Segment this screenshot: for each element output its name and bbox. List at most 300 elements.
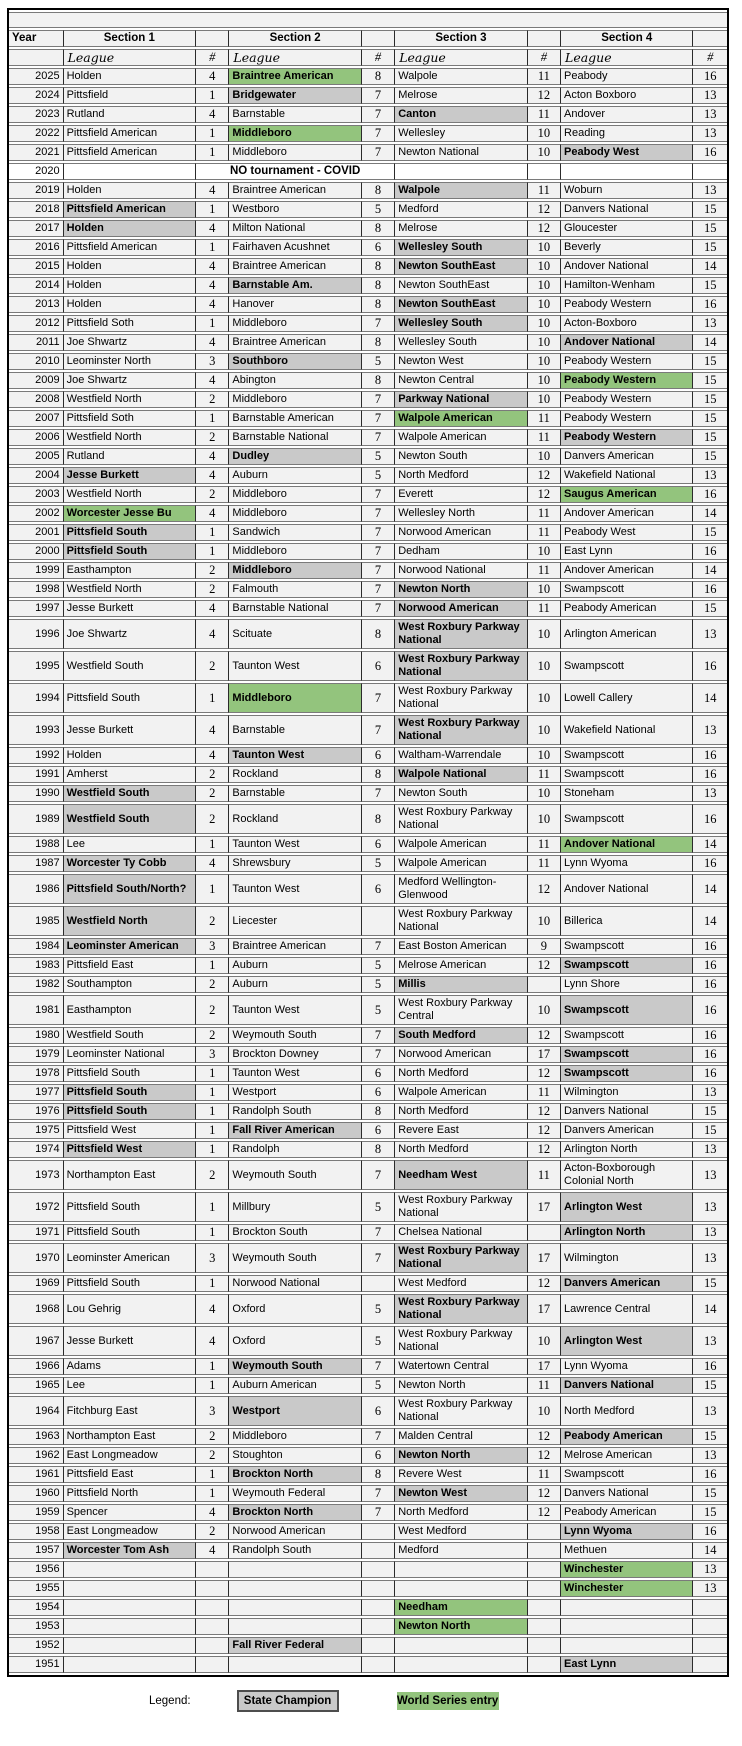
league-cell: Wakefield National (561, 715, 693, 745)
count-cell: 7 (362, 144, 395, 161)
count-cell: 11 (528, 600, 561, 617)
count-cell: 14 (693, 562, 727, 579)
count-cell: 8 (362, 182, 395, 199)
count-cell: 16 (693, 938, 727, 955)
year-cell: 1995 (9, 651, 64, 681)
league-cell: Rutland (64, 448, 196, 465)
league-cell: Woburn (561, 182, 693, 199)
league-cell: Arlington West (561, 1326, 693, 1356)
count-cell: 3 (196, 938, 229, 955)
league-cell: Beverly (561, 239, 693, 256)
table-row (9, 353, 727, 370)
league-cell: Brockton South (229, 1224, 361, 1241)
table-row (9, 855, 727, 872)
count-cell: 1 (196, 957, 229, 974)
year-cell: 2005 (9, 448, 64, 465)
count-cell: 6 (362, 836, 395, 853)
league-cell: Holden (64, 68, 196, 85)
league-cell (229, 1561, 361, 1578)
count-cell (693, 1637, 727, 1654)
league-cell: Walpole American (395, 410, 527, 427)
count-cell: 11 (528, 1160, 561, 1190)
league-cell: Middleboro (229, 391, 361, 408)
league-cell: Acton-Boxboro (561, 315, 693, 332)
count-cell (196, 1656, 229, 1673)
league-cell: Taunton West (229, 874, 361, 904)
year-cell: 1968 (9, 1294, 64, 1324)
league-cell: Holden (64, 296, 196, 313)
league-cell: Billerica (561, 906, 693, 936)
count-cell: 10 (528, 785, 561, 802)
league-cell: Wellesley (395, 125, 527, 142)
count-cell: 13 (693, 1561, 727, 1578)
table-row (9, 562, 727, 579)
count-cell: 4 (196, 1504, 229, 1521)
year-cell: 1983 (9, 957, 64, 974)
table-row (9, 1046, 727, 1063)
year-cell: 1955 (9, 1580, 64, 1597)
count-cell: 16 (693, 995, 727, 1025)
count-cell: 7 (362, 1046, 395, 1063)
count-cell: 16 (693, 144, 727, 161)
table-row (9, 1447, 727, 1464)
count-cell (693, 1618, 727, 1635)
count-cell: 8 (362, 277, 395, 294)
count-cell: 10 (528, 296, 561, 313)
count-cell: 7 (362, 543, 395, 560)
count-cell: 14 (693, 505, 727, 522)
league-cell: West Roxbury Parkway National (395, 715, 527, 745)
count-cell: 7 (362, 125, 395, 142)
table-row (9, 1160, 727, 1190)
count-cell: 7 (362, 429, 395, 446)
league-cell: Westport (229, 1084, 361, 1101)
league-cell: Andover National (561, 334, 693, 351)
count-cell: 12 (528, 1428, 561, 1445)
league-cell (395, 163, 527, 180)
league-cell: Medford Wellington-Glenwood (395, 874, 527, 904)
count-cell: 10 (528, 144, 561, 161)
league-cell: Melrose American (395, 957, 527, 974)
league-cell: Newton South (395, 785, 527, 802)
count-cell: 15 (693, 1377, 727, 1394)
table-row (9, 144, 727, 161)
count-cell: 7 (362, 1504, 395, 1521)
league-cell: Acton Boxboro (561, 87, 693, 104)
count-cell: 13 (693, 1243, 727, 1273)
table-row (9, 1275, 727, 1292)
league-cell (395, 1580, 527, 1597)
table-row (9, 836, 727, 853)
count-cell: 6 (362, 1122, 395, 1139)
count-cell: 16 (693, 957, 727, 974)
league-cell: Holden (64, 277, 196, 294)
count-cell: 11 (528, 106, 561, 123)
year-cell: 1976 (9, 1103, 64, 1120)
count-cell (528, 163, 561, 180)
league-cell: North Medford (395, 1141, 527, 1158)
year-cell: 2015 (9, 258, 64, 275)
count-cell: 15 (693, 353, 727, 370)
league-cell: Westfield South (64, 804, 196, 834)
league-cell: East Lynn (561, 543, 693, 560)
league-cell: Southboro (229, 353, 361, 370)
count-cell: 4 (196, 448, 229, 465)
count-cell (196, 1618, 229, 1635)
year-cell: 2010 (9, 353, 64, 370)
league-cell: Liecester (229, 906, 361, 936)
count-cell: 1 (196, 201, 229, 218)
league-cell (561, 163, 693, 180)
count-cell: 8 (362, 372, 395, 389)
league-cell: Leominster American (64, 938, 196, 955)
league-cell: Pittsfield South (64, 543, 196, 560)
league-cell: West Roxbury Parkway National (395, 1326, 527, 1356)
league-cell (64, 1561, 196, 1578)
league-cell: Swampscott (561, 766, 693, 783)
count-cell: 8 (362, 1103, 395, 1120)
count-cell: 12 (528, 1027, 561, 1044)
league-cell: West Roxbury Parkway National (395, 1294, 527, 1324)
count-cell: 7 (362, 785, 395, 802)
league-cell: Lee (64, 1377, 196, 1394)
count-cell: 16 (693, 1046, 727, 1063)
count-cell: 4 (196, 1326, 229, 1356)
count-cell: 4 (196, 1294, 229, 1324)
league-cell: Fairhaven Acushnet (229, 239, 361, 256)
count-cell: 15 (693, 1103, 727, 1120)
table-row (9, 1580, 727, 1597)
count-cell: 13 (693, 1224, 727, 1241)
count-cell: 2 (196, 581, 229, 598)
table-row (9, 600, 727, 617)
count-cell: 10 (528, 619, 561, 649)
year-cell: 2001 (9, 524, 64, 541)
league-cell (561, 1637, 693, 1654)
league-cell: Braintree American (229, 68, 361, 85)
count-cell: 1 (196, 874, 229, 904)
count-cell (528, 1656, 561, 1673)
league-cell: Rockland (229, 766, 361, 783)
count-cell: 16 (693, 976, 727, 993)
count-cell: 4 (196, 600, 229, 617)
table-row (9, 581, 727, 598)
count-cell: 12 (528, 1485, 561, 1502)
league-cell: Bridgewater (229, 87, 361, 104)
blank-year-header-cell (9, 49, 64, 66)
table-row (9, 505, 727, 522)
count-cell (528, 1224, 561, 1241)
count-cell: 15 (693, 391, 727, 408)
league-cell: Peabody West (561, 524, 693, 541)
count-cell: 7 (362, 1243, 395, 1273)
table-row (9, 372, 727, 389)
count-cell: 11 (528, 836, 561, 853)
table-row (9, 201, 727, 218)
year-cell: 1972 (9, 1192, 64, 1222)
spacer-cell (9, 12, 727, 28)
league-cell: Swampscott (561, 957, 693, 974)
count-cell: 10 (528, 1326, 561, 1356)
year-cell: 1988 (9, 836, 64, 853)
year-cell: 1975 (9, 1122, 64, 1139)
league-cell: Peabody (561, 68, 693, 85)
count-cell: 5 (362, 201, 395, 218)
count-cell: 17 (528, 1192, 561, 1222)
count-cell: 8 (362, 220, 395, 237)
league-cell: Norwood American (395, 524, 527, 541)
league-cell: Andover American (561, 562, 693, 579)
league-cell: Swampscott (561, 1046, 693, 1063)
blank-header-cell (693, 30, 727, 47)
count-cell: 1 (196, 683, 229, 713)
legend-world-series-swatch: World Series entry (397, 1692, 499, 1710)
league-cell: Pittsfield South (64, 1065, 196, 1082)
count-cell: 6 (362, 1447, 395, 1464)
table-row (9, 715, 727, 745)
year-cell: 1996 (9, 619, 64, 649)
league-cell (64, 1656, 196, 1673)
table-row (9, 1428, 727, 1445)
table-row (9, 524, 727, 541)
table-row (9, 785, 727, 802)
league-cell: Dudley (229, 448, 361, 465)
count-cell: 2 (196, 1428, 229, 1445)
league-cell: Lynn Shore (561, 976, 693, 993)
league-cell: Westfield North (64, 391, 196, 408)
year-cell: 2022 (9, 125, 64, 142)
league-cell: Needham West (395, 1160, 527, 1190)
year-cell: 1954 (9, 1599, 64, 1616)
count-cell (362, 1275, 395, 1292)
league-cell: Swampscott (561, 747, 693, 764)
table-row (9, 938, 727, 955)
year-cell: 2020 (9, 163, 64, 180)
year-cell: 2018 (9, 201, 64, 218)
count-cell (362, 1542, 395, 1559)
table-row (9, 1084, 727, 1101)
table-row (9, 429, 727, 446)
count-cell: 4 (196, 220, 229, 237)
league-cell: Stoughton (229, 1447, 361, 1464)
count-cell: 12 (528, 1447, 561, 1464)
count-cell: 1 (196, 239, 229, 256)
league-cell: Pittsfield South (64, 1103, 196, 1120)
league-cell: Walpole American (395, 429, 527, 446)
table-row (9, 804, 727, 834)
count-cell: 5 (362, 976, 395, 993)
year-cell: 2023 (9, 106, 64, 123)
year-cell: 1963 (9, 1428, 64, 1445)
count-cell: 7 (362, 87, 395, 104)
year-cell: 1965 (9, 1377, 64, 1394)
league-cell: Wellesley North (395, 505, 527, 522)
league-column-header: League (561, 49, 693, 66)
count-cell: 9 (528, 938, 561, 955)
league-cell: Leominster North (64, 353, 196, 370)
league-cell: Melrose American (561, 1447, 693, 1464)
count-cell: 10 (528, 448, 561, 465)
league-cell: Weymouth South (229, 1027, 361, 1044)
count-cell: 10 (528, 334, 561, 351)
league-cell: Pittsfield North (64, 1485, 196, 1502)
league-cell: Southampton (64, 976, 196, 993)
count-cell: 17 (528, 1294, 561, 1324)
count-cell: 15 (693, 429, 727, 446)
count-cell (528, 1580, 561, 1597)
count-cell: 2 (196, 1027, 229, 1044)
count-cell: 11 (528, 1084, 561, 1101)
league-cell: Lynn Wyoma (561, 1523, 693, 1540)
count-cell: 4 (196, 182, 229, 199)
league-cell: Pittsfield American (64, 144, 196, 161)
league-cell: Lowell Callery (561, 683, 693, 713)
count-cell: 16 (693, 651, 727, 681)
table-row (9, 1122, 727, 1139)
count-cell: 5 (362, 353, 395, 370)
league-cell: Westfield North (64, 429, 196, 446)
year-cell: 2002 (9, 505, 64, 522)
count-cell: 7 (362, 1428, 395, 1445)
count-cell (362, 1637, 395, 1654)
year-cell: 1977 (9, 1084, 64, 1101)
league-cell: Everett (395, 486, 527, 503)
year-cell: 2021 (9, 144, 64, 161)
league-cell: Swampscott (561, 995, 693, 1025)
year-cell: 1978 (9, 1065, 64, 1082)
count-cell: 14 (693, 1294, 727, 1324)
count-cell: 4 (196, 372, 229, 389)
table-row (9, 87, 727, 104)
league-cell: Walpole National (395, 766, 527, 783)
count-cell: 10 (528, 391, 561, 408)
table-row (9, 683, 727, 713)
league-cell: Peabody Western (561, 429, 693, 446)
league-cell: West Medford (395, 1523, 527, 1540)
count-cell: 10 (528, 239, 561, 256)
league-cell: Newton West (395, 1485, 527, 1502)
league-cell: Middleboro (229, 315, 361, 332)
count-cell: 11 (528, 182, 561, 199)
count-cell: 13 (693, 467, 727, 484)
league-cell: Swampscott (561, 1466, 693, 1483)
section-3-header: Section 3 (395, 30, 527, 47)
league-cell: Winchester (561, 1561, 693, 1578)
count-cell: 11 (528, 1466, 561, 1483)
table-row (9, 874, 727, 904)
league-cell: Danvers National (561, 1103, 693, 1120)
league-cell: Norwood American (395, 600, 527, 617)
count-cell: 7 (362, 1160, 395, 1190)
count-cell: 2 (196, 562, 229, 579)
count-cell (528, 1561, 561, 1578)
count-cell: 10 (528, 258, 561, 275)
league-cell: Revere West (395, 1466, 527, 1483)
league-cell: Pittsfield South (64, 1192, 196, 1222)
league-cell: Saugus American (561, 486, 693, 503)
count-cell: 2 (196, 1447, 229, 1464)
league-cell: Canton (395, 106, 527, 123)
league-cell: Newton SouthEast (395, 296, 527, 313)
count-cell: 12 (528, 1103, 561, 1120)
league-cell: Falmouth (229, 581, 361, 598)
count-cell: 5 (362, 995, 395, 1025)
count-cell: 5 (362, 1326, 395, 1356)
count-cell: 2 (196, 1523, 229, 1540)
year-cell: 1953 (9, 1618, 64, 1635)
year-cell: 1985 (9, 906, 64, 936)
year-cell: 2000 (9, 543, 64, 560)
league-cell: Gloucester (561, 220, 693, 237)
league-cell: East Longmeadow (64, 1447, 196, 1464)
league-cell: Jesse Burkett (64, 467, 196, 484)
count-cell: 12 (528, 874, 561, 904)
year-cell: 1964 (9, 1396, 64, 1426)
count-cell: 2 (196, 429, 229, 446)
table-row (9, 1326, 727, 1356)
count-cell: 11 (528, 429, 561, 446)
count-cell: 4 (196, 855, 229, 872)
count-column-header: # (362, 49, 395, 66)
league-cell: Brockton North (229, 1466, 361, 1483)
year-cell: 2006 (9, 429, 64, 446)
count-cell: 10 (528, 315, 561, 332)
count-cell: 6 (362, 874, 395, 904)
count-cell: 8 (362, 1141, 395, 1158)
count-cell: 16 (693, 68, 727, 85)
count-cell: 1 (196, 1275, 229, 1292)
league-cell: Peabody American (561, 1504, 693, 1521)
table-row (9, 391, 727, 408)
table-row (9, 1294, 727, 1324)
league-cell: Needham (395, 1599, 527, 1616)
league-cell: Taunton West (229, 651, 361, 681)
league-cell: Newton Central (395, 372, 527, 389)
count-cell: 1 (196, 543, 229, 560)
count-cell: 11 (528, 505, 561, 522)
count-cell: 1 (196, 87, 229, 104)
count-cell: 8 (362, 258, 395, 275)
count-cell: 12 (528, 1065, 561, 1082)
year-cell: 1962 (9, 1447, 64, 1464)
count-cell: 11 (528, 68, 561, 85)
table-row (9, 1523, 727, 1540)
league-cell: Shrewsbury (229, 855, 361, 872)
count-cell: 2 (196, 651, 229, 681)
league-cell: Danvers American (561, 448, 693, 465)
league-cell: Auburn American (229, 1377, 361, 1394)
league-cell: Pittsfield American (64, 125, 196, 142)
league-cell: Peabody Western (561, 372, 693, 389)
count-cell (528, 1618, 561, 1635)
count-cell (362, 1599, 395, 1616)
count-cell: 15 (693, 220, 727, 237)
league-cell: Melrose (395, 87, 527, 104)
count-cell: 15 (693, 277, 727, 294)
league-cell: Middleboro (229, 683, 361, 713)
league-cell: Barnstable Am. (229, 277, 361, 294)
count-cell: 8 (362, 68, 395, 85)
count-cell: 7 (362, 505, 395, 522)
league-column-header: League (64, 49, 196, 66)
table-row (9, 1027, 727, 1044)
count-cell: 8 (362, 804, 395, 834)
blank-header-cell (196, 30, 229, 47)
league-cell: Norwood American (395, 1046, 527, 1063)
league-cell: Lynn Wyoma (561, 855, 693, 872)
league-cell: Medford (395, 201, 527, 218)
league-cell: Westport (229, 1396, 361, 1426)
